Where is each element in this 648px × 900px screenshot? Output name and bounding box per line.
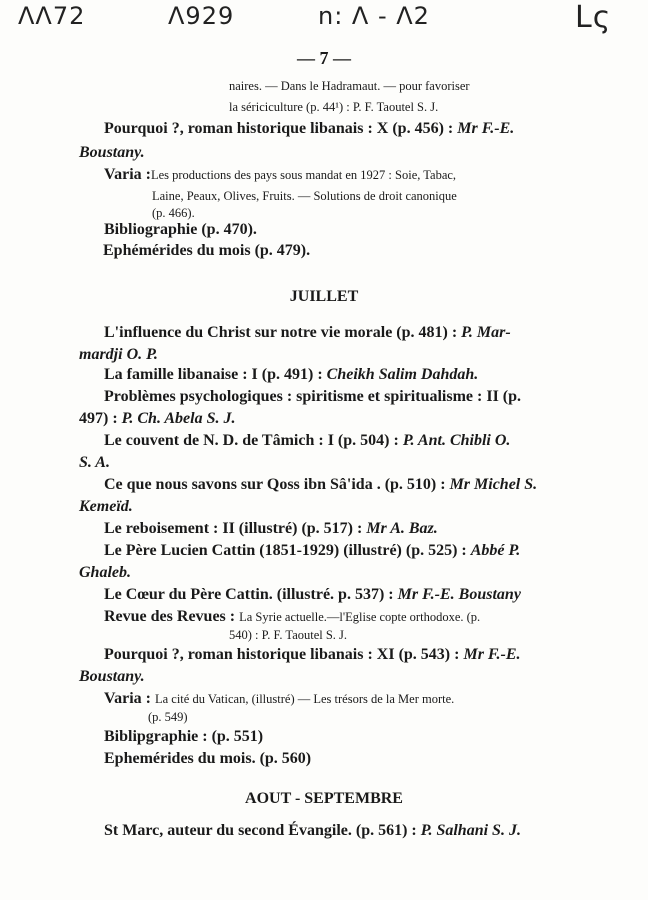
entry-line: Le Père Lucien Cattin (1851-1929) (illustré) (p. 525) : Abbé P.: [104, 542, 521, 559]
entry-line: Bibliographie (p. 470).: [104, 221, 257, 238]
entry-line: St Marc, auteur du second Évangile. (p. 561) : P. Salhani S. J.: [104, 822, 521, 839]
section-heading-juillet: JUILLET: [289, 288, 359, 305]
handwritten-note-year: Λ929: [168, 2, 235, 30]
entry-line: Varia :Les productions des pays sous mandat en 1927 : Soie, Tabac,: [104, 166, 457, 183]
entry-line: Biblipgraphie : (p. 551): [104, 728, 264, 745]
handwritten-note-left: ΛΛ72: [18, 2, 86, 30]
entry-line: Le couvent de N. D. de Tâmich : I (p. 504) : P. Ant. Chibli O.: [104, 432, 511, 449]
entry-line: 497) : P. Ch. Abela S. J.: [79, 410, 236, 427]
entry-line: S. A.: [79, 454, 110, 471]
section-heading-aout-septembre: AOUT - SEPTEMBRE: [245, 790, 403, 807]
entry-line: la sériciculture (p. 44¹) : P. F. Taoutel S. J.: [229, 100, 439, 114]
page-number: — 7 —: [297, 48, 351, 68]
entry-line: (p. 549): [148, 710, 188, 724]
entry-line: Boustany.: [79, 668, 145, 685]
entry-line: mardji O. P.: [79, 346, 158, 363]
entry-line: Problèmes psychologiques : spiritisme et spiritualisme : II (p.: [104, 388, 522, 405]
handwritten-note-corner: Lς: [575, 0, 612, 35]
entry-line: Ephemérides du mois. (p. 560): [104, 750, 312, 767]
entry-line: Pourquoi ?, roman historique libanais : X (p. 456) : Mr F.-E.: [104, 120, 515, 137]
entry-line: Kemeïd.: [79, 498, 133, 515]
entry-line: Ghaleb.: [79, 564, 131, 581]
entry-line: Boustany.: [79, 144, 145, 161]
entry-line: Laine, Peaux, Olives, Fruits. — Solutions de droit canonique: [152, 189, 457, 203]
entry-line: Ephémérides du mois (p. 479).: [103, 242, 311, 259]
entry-line: naires. — Dans le Hadramaut. — pour favoriser: [229, 79, 470, 93]
entry-line: Ce que nous savons sur Qoss ibn Sâ'ida . (p. 510) : Mr Michel S.: [104, 476, 538, 493]
entry-line: Revue des Revues : La Syrie actuelle.—l'Eglise copte orthodoxe. (p.: [104, 608, 481, 625]
entry-line: Pourquoi ?, roman historique libanais : XI (p. 543) : Mr F.-E.: [104, 646, 521, 663]
entry-line: (p. 466).: [152, 206, 195, 220]
entry-line: La famille libanaise : I (p. 491) : Cheikh Salim Dahdah.: [104, 366, 479, 383]
entry-line: Le Cœur du Père Cattin. (illustré. p. 537) : Mr F.-E. Boustany: [104, 586, 521, 603]
entry-line: Le reboisement : II (illustré) (p. 517) : Mr A. Baz.: [104, 520, 438, 537]
handwritten-note-number: n: Λ - Λ2: [318, 2, 430, 30]
entry-line: 540) : P. F. Taoutel S. J.: [229, 628, 348, 642]
entry-line: Varia : La cité du Vatican, (illustré) — Les trésors de la Mer morte.: [104, 690, 455, 707]
entry-line: L'influence du Christ sur notre vie morale (p. 481) : P. Mar-: [104, 324, 511, 341]
